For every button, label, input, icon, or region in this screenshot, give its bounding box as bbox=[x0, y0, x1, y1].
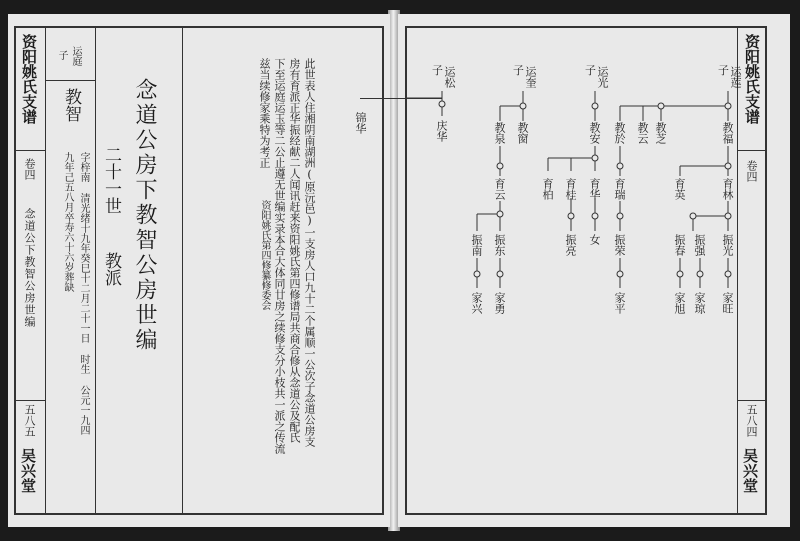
person-father: 运庭 bbox=[70, 46, 81, 66]
tree-gen21-node-jiaoyun: 教云 bbox=[636, 122, 649, 144]
tree-gen22-node-yurui: 育瑞 bbox=[613, 178, 626, 200]
left-book-title: 资阳姚氏支谱 bbox=[20, 34, 38, 124]
tree-gen23-node-zhendong: 振东 bbox=[493, 234, 506, 256]
right-book-title: 资阳姚氏支谱 bbox=[743, 34, 761, 124]
tree-gen20-rel-4: 子 bbox=[432, 64, 443, 77]
tree-gen23-node-zhenliang: 振亮 bbox=[564, 234, 577, 256]
tree-gen21-node-jinhua: 锦华 bbox=[354, 112, 367, 134]
left-hall-name: 吴兴堂 bbox=[19, 448, 37, 493]
tree-gen24-node-jiaxing: 家兴 bbox=[470, 292, 483, 314]
tree-gen22-node-yuyun: 育云 bbox=[493, 178, 506, 200]
right-edge-rule bbox=[737, 26, 738, 515]
tree-gen24-node-jiayong: 家勇 bbox=[493, 292, 506, 314]
person-name: 教智 bbox=[61, 88, 81, 122]
tree-gen22-node-yugui: 育桂 bbox=[564, 178, 577, 200]
tree-branch-jinhua bbox=[360, 98, 442, 99]
tree-gen24-node-jiaping: 家平 bbox=[613, 292, 626, 314]
tree-gen20-node-yunguang: 运光 bbox=[596, 66, 609, 88]
tree-gen23-node-zhennan: 振南 bbox=[470, 234, 483, 256]
tree-gen24-node-jiawang: 家旺 bbox=[721, 292, 734, 314]
tree-gen20-rel-2: 子 bbox=[585, 64, 596, 77]
note-line-2: 房有育派正华振经献二人闻讯赶来资阳姚氏第四修谱局共商合修从念道公及配氏 bbox=[288, 58, 301, 443]
tree-gen23-node-zhenrong: 振荣 bbox=[613, 234, 626, 256]
heading-main: 念道公房下教智公房世编 bbox=[132, 78, 157, 353]
tree-gen23-node-zhenchun: 振春 bbox=[673, 234, 686, 256]
right-edge-divider-2 bbox=[737, 400, 765, 401]
tree-gen20-node-yunlian: 运莲 bbox=[729, 66, 742, 88]
tree-gen21-node-jiaochuang: 教窗 bbox=[516, 122, 529, 144]
right-hall-name: 吴兴堂 bbox=[741, 448, 759, 493]
tree-gen20-node-yunkui: 运奎 bbox=[524, 66, 537, 88]
person-bio-line-1: 字梓南 清光绪十九年癸巳十二月二十一日 时生 公元一九四 bbox=[78, 152, 89, 435]
left-edge-divider bbox=[15, 150, 45, 151]
right-page-number: 五八四 bbox=[745, 404, 758, 437]
right-edge-divider bbox=[737, 150, 765, 151]
tree-gen24-node-jiaxu: 家旭 bbox=[673, 292, 686, 314]
tree-gen22-node-yuhua: 育华 bbox=[588, 178, 601, 200]
tree-gen23-node-zhenguang: 振光 bbox=[721, 234, 734, 256]
note-signature: 资阳姚氏第四修纂修委会 bbox=[259, 200, 270, 310]
tree-gen21-node-jiaoan: 教安 bbox=[588, 122, 601, 144]
heading-generation: 二十一世 bbox=[101, 146, 121, 214]
tree-gen22-node-daughter: 女 bbox=[588, 234, 601, 245]
tree-gen24-node-jiaqiong: 家琼 bbox=[693, 292, 706, 314]
note-rule bbox=[182, 26, 183, 515]
right-volume: 卷四 bbox=[745, 160, 758, 182]
person-relation: 子 bbox=[56, 50, 67, 60]
tree-gen22-node-yubai: 育柏 bbox=[541, 178, 554, 200]
left-page-number: 五八五 bbox=[23, 404, 36, 437]
heading-branch: 教派 bbox=[101, 252, 121, 286]
left-volume: 卷四 bbox=[23, 158, 36, 180]
tree-gen22-node-yulin: 育林 bbox=[721, 178, 734, 200]
tree-gen21-node-jiaofu: 教福 bbox=[721, 122, 734, 144]
tree-gen21-node-jiaozhi: 教芝 bbox=[654, 122, 667, 144]
tree-gen21-node-qinghua: 庆华 bbox=[435, 120, 448, 142]
left-edge-rule bbox=[45, 26, 46, 515]
left-edge-divider-2 bbox=[15, 400, 45, 401]
person-bio-line-2: 九年己五八月卒寿六十六岁葬缺 bbox=[62, 152, 73, 292]
tree-gen22-node-yuying: 育英 bbox=[673, 178, 686, 200]
tree-gen20-rel-3: 子 bbox=[513, 64, 524, 77]
left-section-footer: 念道公下教智公房世编 bbox=[23, 208, 36, 328]
tree-gen23-node-zhenqiang: 振强 bbox=[693, 234, 706, 256]
tree-gen21-node-jiaoyu: 教於 bbox=[613, 122, 626, 144]
tree-gen21-node-jiaoquan: 教泉 bbox=[493, 122, 506, 144]
person-rule bbox=[95, 26, 96, 515]
note-line-4: 兹当续修家乘特为考正 bbox=[258, 58, 271, 168]
person-name-divider bbox=[45, 80, 95, 81]
note-line-1: 此世表人住湘阴南湖洲(原沅邑)一支房人口九十二个属顺一公次子念道公房支 bbox=[303, 58, 316, 447]
tree-gen20-rel-1: 子 bbox=[718, 64, 729, 77]
note-line-3: 下至运庭运玉等二公止遵无世编实录本合大体同廿房之续修支分小枝共一派之传流 bbox=[273, 58, 286, 454]
tree-gen20-node-yunsong: 运松 bbox=[443, 66, 456, 88]
